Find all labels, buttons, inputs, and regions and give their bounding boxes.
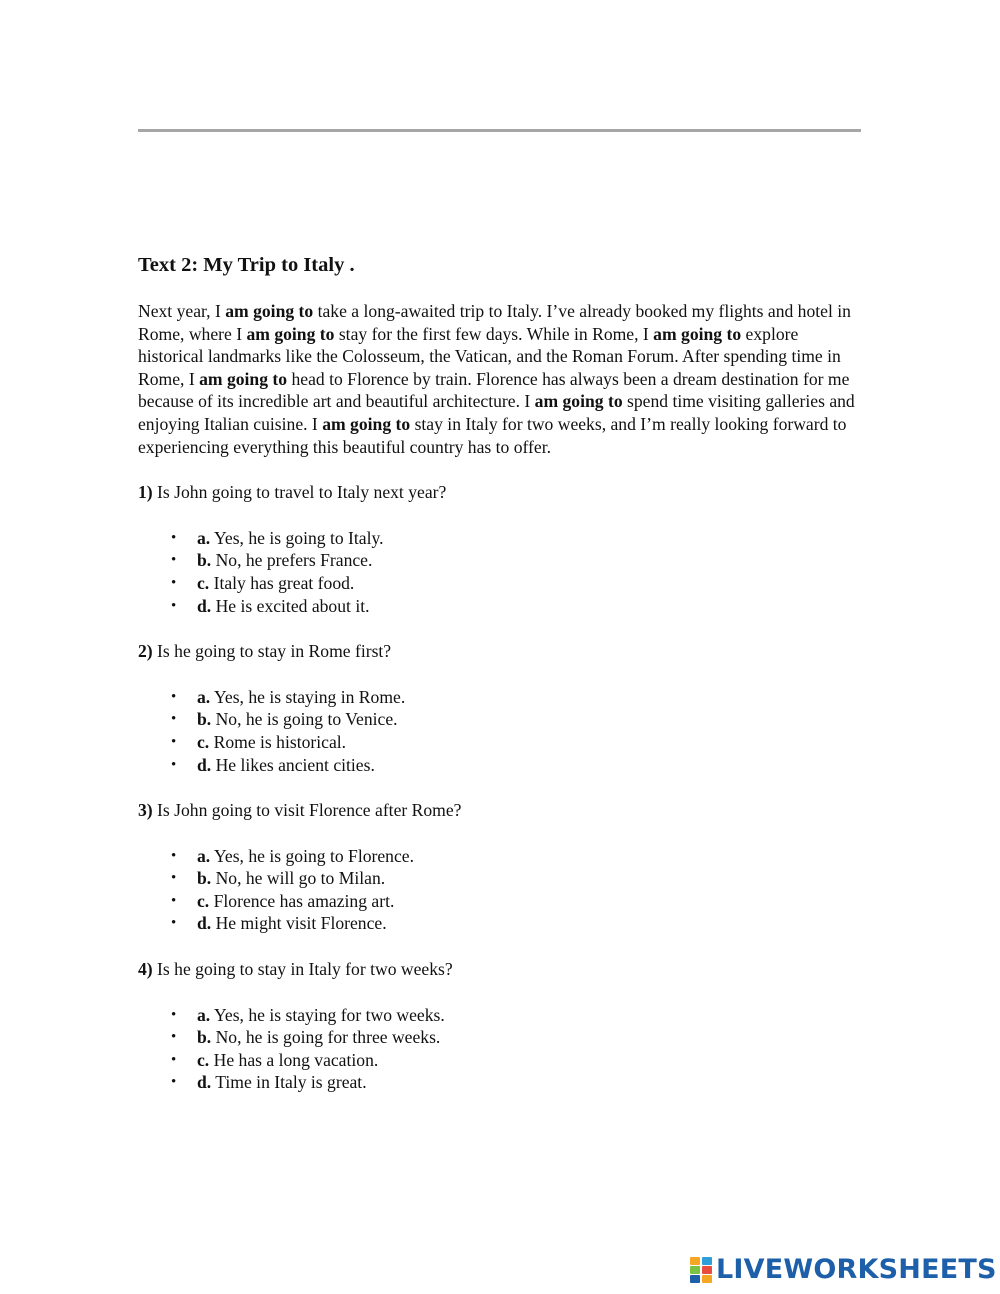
question-3 [138,799,863,822]
paragraph-segment: spend time visiting galleries and enjoying Italian cuisine. I [138,391,855,434]
logo-square [702,1275,712,1283]
option-a[interactable] [138,527,863,550]
option-letter: b. [197,1027,212,1048]
option-d[interactable] [138,754,863,777]
option-letter: d. [197,595,212,616]
bullet-icon: • [171,892,177,909]
option-c[interactable] [138,890,863,913]
logo-square [702,1266,712,1274]
paragraph-segment: stay for the first few days. While in Rome, I [334,323,654,344]
bullet-icon: • [171,552,177,569]
option-c[interactable] [138,572,863,595]
bullet-icon: • [171,733,177,750]
paragraph-bold-segment: am going to [199,368,288,389]
option-d[interactable] [138,595,863,618]
option-c[interactable] [138,1049,863,1072]
option-a[interactable] [138,686,863,709]
question-number: 2) [138,641,153,662]
option-text: Italy has great food. [209,572,355,593]
bullet-icon: • [171,711,177,728]
bullet-icon: • [171,1029,177,1046]
paragraph-bold-segment: am going to [653,323,742,344]
question-4 [138,958,863,981]
option-text: No, he is going for three weeks. [211,1027,441,1048]
paragraph-bold-segment: am going to [246,323,335,344]
paragraph-segment: head to Florence by train. Florence has always been a dream destination for me because of its incredible art and beautiful architecture. I [138,368,850,412]
question-1 [138,481,863,504]
logo-square [702,1257,712,1265]
question-text: Is he going to stay in Rome first? [152,641,392,662]
option-letter: c. [197,890,210,911]
logo-text: LIVEWORKSHEETS [716,1254,997,1285]
option-text: He is excited about it. [211,595,370,616]
options-list [138,527,863,617]
paragraph-segment: explore historical landmarks like the Colosseum, the Vatican, and the Roman Forum. After spending time in Rome, I [138,323,841,389]
text-title: Text 2: My Trip to Italy . [138,254,355,276]
option-letter: c. [197,731,210,752]
option-a[interactable] [138,845,863,868]
bullet-icon: • [171,574,177,591]
option-text: No, he prefers France. [211,550,373,571]
option-text: He might visit Florence. [211,913,387,934]
options-list [138,686,863,776]
option-text: Florence has amazing art. [209,890,395,911]
question-text: Is he going to stay in Italy for two weeks? [152,959,453,980]
paragraph-bold-segment: am going to [534,391,623,412]
bullet-icon: • [171,688,177,705]
paragraph-segment: Next year, I [138,301,226,321]
option-text: Yes, he is going to Florence. [210,845,414,866]
bullet-icon: • [171,597,177,614]
bullet-icon: • [171,870,177,887]
option-text: Rome is historical. [209,731,347,752]
option-letter: b. [197,709,212,730]
option-text: He likes ancient cities. [211,754,375,775]
logo-square [690,1275,700,1283]
option-letter: a. [197,845,211,866]
option-b[interactable] [138,708,863,731]
question-number: 1) [138,482,153,503]
bullet-icon: • [171,1006,177,1023]
option-letter: d. [197,913,212,934]
bullet-icon: • [171,529,177,546]
question-number: 3) [138,800,153,821]
paragraph-bold-segment: am going to [322,413,411,434]
question-text: Is John going to visit Florence after Rome? [152,800,462,821]
option-letter: a. [197,686,211,707]
option-b[interactable] [138,867,863,890]
option-text: Yes, he is staying for two weeks. [210,1004,445,1025]
option-letter: d. [197,1072,212,1093]
options-list [138,1004,863,1094]
liveworksheets-logo-icon [690,1257,712,1283]
bullet-icon: • [171,915,177,932]
option-d[interactable] [138,1071,863,1094]
paragraph-segment: stay in Italy for two weeks, and I’m really looking forward to experiencing everything this beautiful country has to offer. [138,413,847,457]
liveworksheets-logo[interactable] [690,1255,997,1285]
question-text: Is John going to travel to Italy next year? [152,482,447,503]
option-b[interactable] [138,1026,863,1049]
option-letter: b. [197,868,212,889]
option-letter: c. [197,1049,210,1070]
option-text: Time in Italy is great. [211,1072,367,1093]
bullet-icon: • [171,847,177,864]
option-letter: c. [197,572,210,593]
worksheet-content [138,250,863,1117]
option-text: Yes, he is going to Italy. [210,527,384,548]
option-b[interactable] [138,549,863,572]
logo-square [690,1257,700,1265]
paragraph-segment: take a long-awaited trip to Italy. I’ve already booked my flights and hotel in Rome, where I [138,301,851,344]
option-letter: d. [197,754,212,775]
paragraph-bold-segment: am going to [225,301,314,321]
bullet-icon: • [171,756,177,773]
reading-paragraph [138,300,863,458]
option-text: Yes, he is staying in Rome. [210,686,406,707]
option-c[interactable] [138,731,863,754]
option-letter: a. [197,1004,211,1025]
option-letter: b. [197,550,212,571]
question-2 [138,640,863,663]
option-text: No, he is going to Venice. [211,709,398,730]
option-d[interactable] [138,912,863,935]
header-rule [138,129,861,132]
option-a[interactable] [138,1004,863,1027]
bullet-icon: • [171,1074,177,1091]
logo-square [690,1266,700,1274]
options-list [138,845,863,935]
option-text: He has a long vacation. [209,1049,379,1070]
option-text: No, he will go to Milan. [211,868,386,889]
option-letter: a. [197,527,211,548]
bullet-icon: • [171,1051,177,1068]
question-number: 4) [138,959,153,980]
questions-list [138,481,863,1094]
